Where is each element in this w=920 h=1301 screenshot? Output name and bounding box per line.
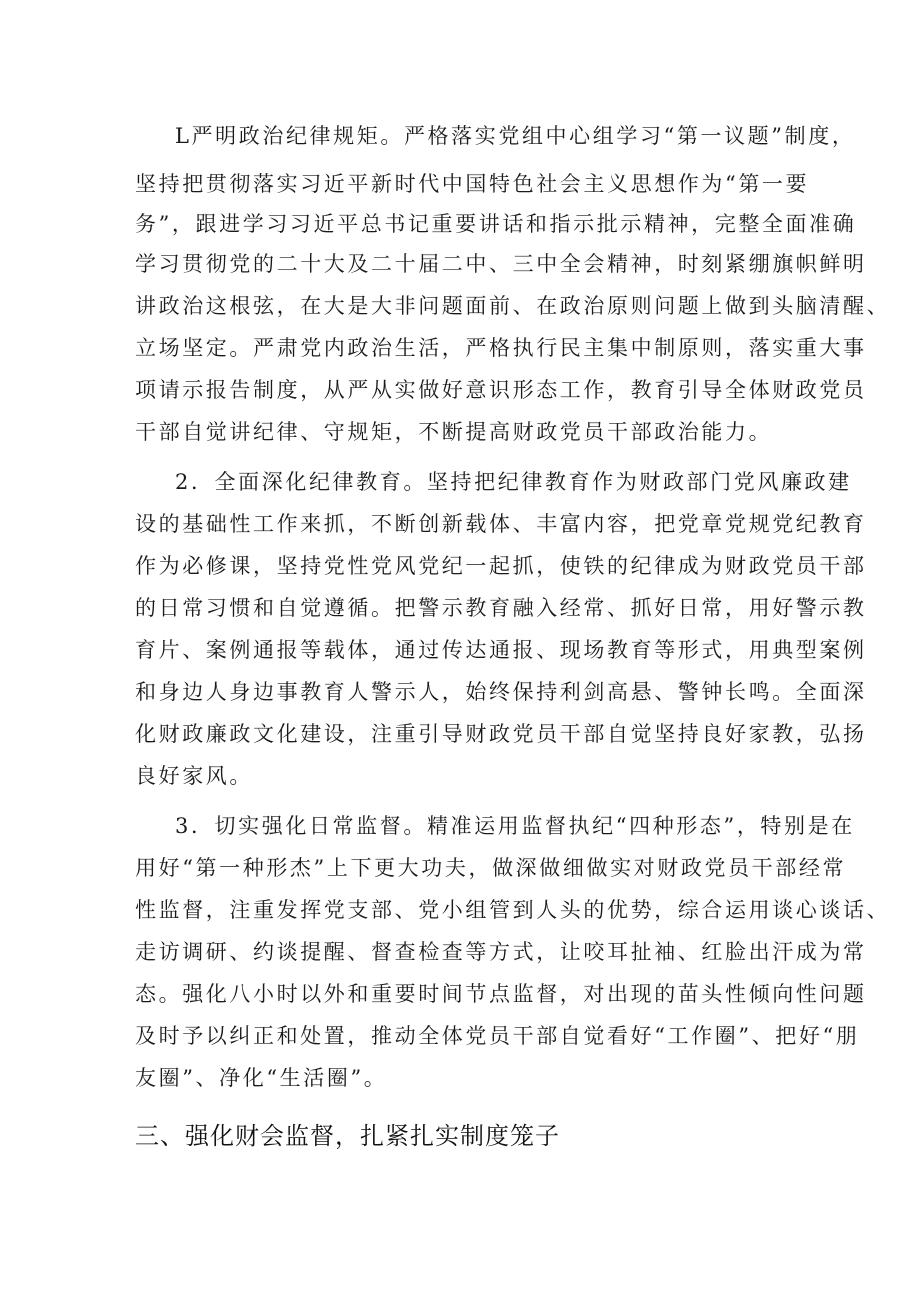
paragraph-line: 3．切实强化日常监督。精准运用监督执纪“四种形态”，特别是在 (175, 814, 855, 838)
paragraph-line: 项请示报告制度，从严从实做好意识形态工作，教育引导全体财政党员 (135, 378, 867, 402)
paragraph-line: 及时予以纠正和处置，推动全体党员干部自觉看好“工作圈”、把好“朋 (135, 1024, 860, 1048)
paragraph-line: 用好“第一种形杰”上下更大功夫，做深做细做实对财政党员干部经常 (135, 856, 847, 880)
paragraph-line: 设的基础性工作来抓，不断创新载体、丰富内容，把党章党规党纪教育 (135, 512, 867, 536)
paragraph-line: 立场坚定。严肃党内政治生活，严格执行民主集中制原则，落实重大事 (135, 336, 867, 360)
paragraph-line: 化财政廉政文化建设，注重引导财政党员干部自觉坚持良好家教，弘扬 (135, 722, 867, 746)
paragraph-line: 2．全面深化纪律教育。坚持把纪律教育作为财政部门党风廉政建 (175, 470, 852, 494)
paragraph-line: 育片、案例通报等载体，通过传达通报、现场教育等形式，用典型案例 (135, 638, 867, 662)
paragraph-line: 和身边人身边事教育人警示人，始终保持利剑高悬、警钟长鸣。全面深 (135, 680, 867, 704)
paragraph-line: 的日常习惯和自觉遵循。把警示教育融入经常、抓好日常，用好警示教 (135, 596, 867, 620)
paragraph-line: 务”，跟进学习习近平总书记重要讲话和指示批示精神，完整全面准确 (135, 212, 857, 236)
paragraph-line: 讲政治这根弦，在大是大非问题面前、在政治原则问题上做到头脑清醒、 (135, 294, 891, 318)
paragraph-line: 友圈”、净化“生活圈”。 (135, 1066, 388, 1090)
paragraph-line: 良好家风。 (135, 764, 253, 788)
paragraph-line: 作为必修课，坚持党性党风党纪一起抓，使铁的纪律成为财政党员干部 (135, 554, 867, 578)
section-heading: 三、强化财会监督，扎紧扎实制度笼子 (135, 1122, 560, 1150)
paragraph-line: 学习贯彻党的二十大及二十届二中、三中全会精神，时刻紧绷旗帜鲜明 (135, 252, 867, 276)
paragraph-line: 态。强化八小时以外和重要时间节点监督，对出现的苗头性倾向性问题 (135, 982, 867, 1006)
paragraph-line: 走访调研、约谈提醒、督查检查等方式，让咬耳扯袖、红脸出汗成为常 (135, 940, 867, 964)
paragraph-line: 干部自觉讲纪律、守规矩，不断提高财政党员干部政治能力。 (135, 420, 773, 444)
paragraph-line: L严明政治纪律规矩。严格落实党组中心组学习“第一议题”制度， (175, 124, 856, 148)
paragraph-line: 坚持把贯彻落实习近平新时代中国特色社会主义思想作为“第一要 (135, 172, 810, 196)
paragraph-line: 性监督，注重发挥党支部、党小组管到人头的优势，综合运用谈心谈话、 (135, 898, 891, 922)
